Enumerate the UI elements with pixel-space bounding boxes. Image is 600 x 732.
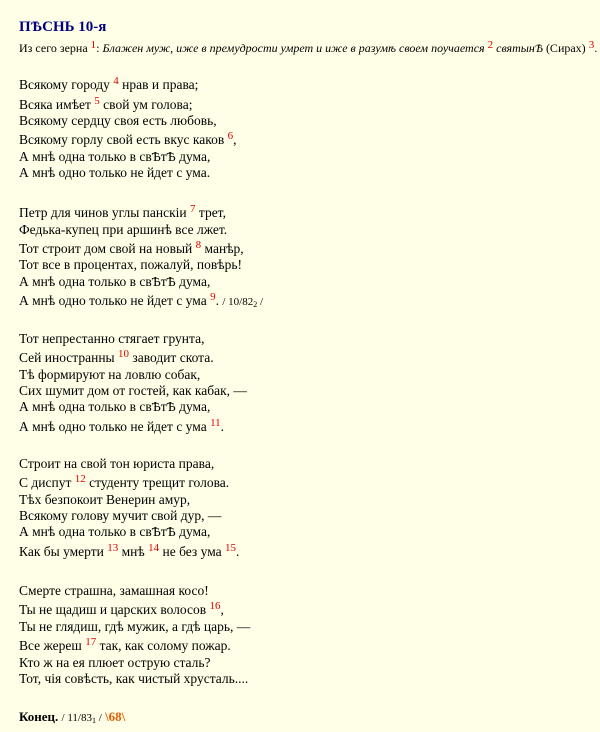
epigraph-lead: Из сего зерна — [19, 41, 88, 55]
verse-line: С диспут $^{12}$ студенту трещит голова. — [19, 473, 230, 491]
stanza-2 — [19, 202, 263, 309]
verse-line: Всякому горлу свой есть вкус каков $^6$, — [19, 130, 237, 148]
verse-line: Ты не глядиш, гдѣ мужик, а гдѣ царь, — — [19, 618, 251, 634]
verse-line: А мнѣ одно только не йдет с ума $^9$. / $10/82_2$ / — [19, 290, 264, 309]
verse-line: Смерте страшна, замашная косо! — [19, 583, 209, 598]
verse-line: Всякому городу $^4$ нрав и права; — [19, 75, 199, 92]
verse-line: Тот все в процентах, пожалуй, повѣрь! — [19, 257, 242, 273]
page-marker: / $10/82_2$ / — [222, 295, 264, 309]
footnote-ref-10[interactable]: 10 — [118, 348, 129, 361]
epigraph-end: . — [594, 41, 598, 55]
verse-line: А мнѣ одна только в свѢтѢ дума, — [19, 524, 211, 540]
footnote-ref-11[interactable]: 11 — [210, 416, 221, 429]
verse-line: Сих шумит дом от гостей, как кабак, — — [19, 383, 247, 399]
footnote-ref-16[interactable]: 16 — [209, 600, 221, 613]
stanza-1 — [19, 74, 236, 181]
verse-line: Всякому голову мучит свой дур, — — [19, 508, 222, 524]
footnote-ref-8[interactable]: 8 — [195, 238, 202, 251]
verse-line: Строит на свой тон юриста права, — [19, 456, 215, 471]
verse-line: Тот непрестанно стягает грунта, — [19, 331, 205, 346]
verse-line: Тот строит дом свой на новый $^8$ манѣр, — [19, 238, 244, 256]
footnote-ref-3[interactable]: 3 — [588, 39, 595, 51]
footnote-ref-15[interactable]: 15 — [225, 541, 237, 554]
verse-line: А мнѣ одно только не йдет с ума. — [19, 165, 211, 181]
footnote-ref-12[interactable]: 12 — [74, 473, 86, 486]
ending-label: Конец. — [19, 709, 59, 724]
page-number: \68\ — [105, 709, 126, 724]
epigraph-quote: Блажен муж, иже в премудрости умрет и иже в разумѣ своем поучается — [102, 41, 485, 55]
verse-line: Все жереш $^{17}$ так, как солому пожар. — [19, 636, 231, 654]
epigraph — [19, 39, 598, 56]
footnote-ref-2[interactable]: 2 — [487, 39, 494, 51]
verse-line: Всяка имѣет $^5$ свой ум голова; — [19, 94, 193, 112]
footnote-ref-4[interactable]: 4 — [113, 75, 119, 87]
footnote-ref-7[interactable]: 7 — [190, 203, 196, 215]
verse-line: Всякому сердцу своя есть любовь, — [19, 113, 217, 128]
stanza-5 — [19, 583, 250, 687]
footnote-ref-13[interactable]: 13 — [107, 541, 119, 554]
verse-line: Как бы умерти $^{13}$ мнѣ $^{14}$ не без ума $^{15}$. — [19, 541, 240, 559]
stanza-4 — [19, 456, 239, 560]
verse-line: А мнѣ одна только в свѢтѢ дума, — [19, 273, 211, 289]
verse-line: А мнѣ одна только в свѢтѢ дума, — [19, 148, 211, 164]
footnote-ref-5[interactable]: 5 — [94, 94, 100, 107]
footnote-ref-9[interactable]: 9 — [210, 290, 216, 303]
verse-line: Тот, чiя совѣсть, как чистый хрусталь.... — [19, 670, 249, 686]
footnote-ref-14[interactable]: 14 — [148, 541, 160, 554]
footnote-ref-1[interactable]: 1 — [90, 39, 97, 51]
song-title: ПѢСНЬ 10-я — [19, 19, 107, 35]
footnote-ref-17[interactable]: 17 — [85, 636, 97, 649]
verse-line: Ты не щадиш и царских волосов $^{16}$, — [19, 600, 224, 618]
epigraph-colon: : — [96, 41, 100, 55]
verse-line: Сей иностранны $^{10}$ заводит скота. — [19, 348, 214, 366]
verse-line: Тѣх безпокоит Венерин амур, — [19, 491, 191, 507]
ending — [19, 709, 125, 725]
verse-line: Петр для чинов углы панскiи $^7$ трет, — [19, 203, 226, 220]
verse-line: Кто ж на ея плюет острую сталь? — [19, 654, 211, 670]
verse-line: Тѣ формируют на ловлю собак, — [19, 366, 201, 382]
epigraph-source: (Сирах) — [545, 41, 586, 55]
verse-line: Федька-купец при аршинѣ все лжет. — [19, 221, 228, 237]
page-marker-end: / $11/83_1$ / — [61, 712, 102, 725]
epigraph-word: святынѢ — [496, 41, 543, 55]
stanza-3 — [19, 331, 247, 435]
verse-line: А мнѣ одно только не йдет с ума $^{11}$. — [19, 416, 225, 434]
verse-line: А мнѣ одна только в свѢтѢ дума, — [19, 399, 211, 415]
footnote-ref-6[interactable]: 6 — [227, 130, 234, 143]
